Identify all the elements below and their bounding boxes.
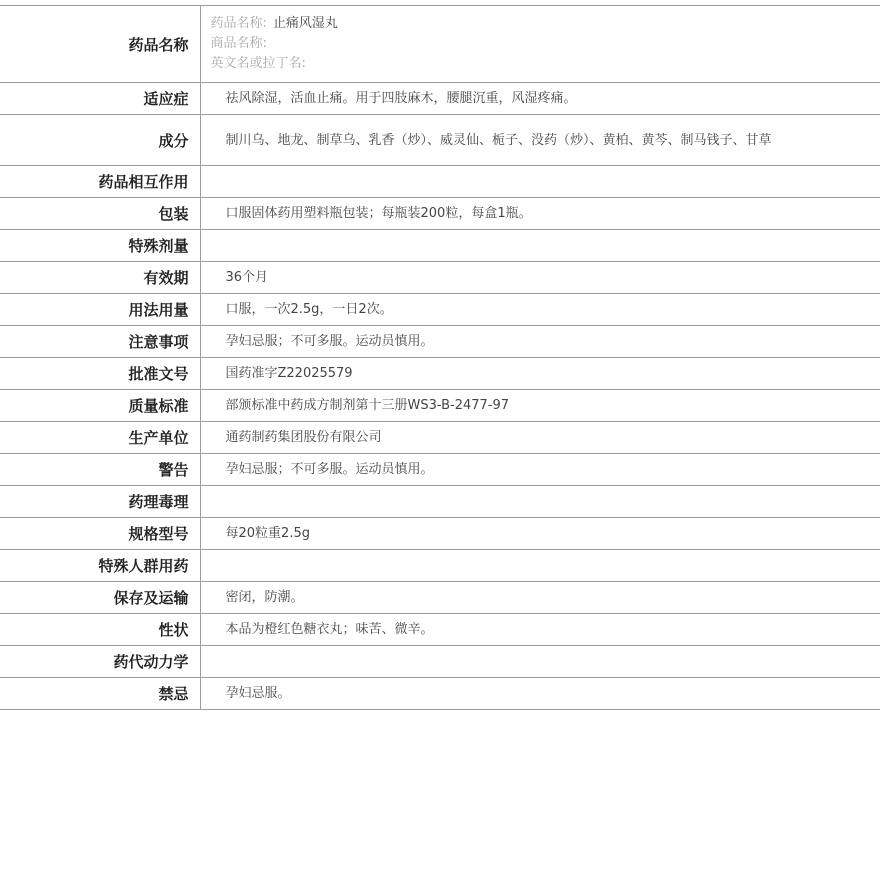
english-name-line [211,54,880,74]
row-label: 药品名称 [0,6,200,83]
row-value: 密闭，防潮。 [225,590,304,605]
table-row-quality-standard [0,390,880,422]
row-value: 部颁标准中药成方制剂第十三册WS3-B-2477-97 [225,398,510,413]
table-row-description [0,614,880,646]
table-row-storage [0,582,880,614]
row-value: 孕妇忌服。 [225,686,291,701]
row-label: 药理毒理 [0,486,200,518]
table-row-approval-number [0,358,880,390]
row-value-cell [200,115,880,166]
row-value [200,486,880,518]
table-row-drug-name [0,6,880,83]
generic-name-line [211,14,880,34]
trade-name-label: 商品名称: [210,36,267,51]
row-value: 本品为橙红色糖衣丸；味苦、微辛。 [225,622,434,637]
table-row-special-populations [0,550,880,582]
row-value: 祛风除湿，活血止痛。用于四肢麻木，腰腿沉重，风湿疼痛。 [225,91,577,106]
table-row-packaging [0,198,880,230]
row-label: 生产单位 [0,422,200,454]
row-label: 药品相互作用 [0,166,200,198]
row-value: 口服固体药用塑料瓶包装；每瓶装200粒，每盒1瓶。 [225,206,532,221]
row-label: 有效期 [0,262,200,294]
table-row-ingredients [0,115,880,166]
row-label: 特殊剂量 [0,230,200,262]
drug-name-cell [200,6,880,83]
row-value: 36个月 [225,270,269,285]
row-value [200,646,880,678]
table-row-dosage [0,294,880,326]
generic-name-value: 止痛风湿丸 [272,16,338,31]
row-value: 孕妇忌服；不可多服。运动员慎用。 [225,462,434,477]
row-value: 口服，一次2.5g，一日2次。 [225,302,393,317]
row-label: 包装 [0,198,200,230]
drug-info-sheet [0,5,880,710]
row-value [200,166,880,198]
row-label: 规格型号 [0,518,200,550]
table-row-shelf-life [0,262,880,294]
row-label: 性状 [0,614,200,646]
table-row-pharmacokinetics [0,646,880,678]
table-row-pharmacology [0,486,880,518]
row-label: 用法用量 [0,294,200,326]
table-row-indications [0,83,880,115]
table-row-contraindications [0,678,880,710]
row-label: 保存及运输 [0,582,200,614]
drug-info-table [0,5,880,710]
row-value: 制川乌、地龙、制草乌、乳香（炒）、威灵仙、栀子、没药（炒）、黄柏、黄芩、制马钱子、甘草 [225,132,772,148]
table-row-warning [0,454,880,486]
row-label: 成分 [0,115,200,166]
row-value: 国药准字Z22025579 [225,366,353,381]
row-label: 适应症 [0,83,200,115]
row-value [200,550,880,582]
table-row-interactions [0,166,880,198]
row-label: 质量标准 [0,390,200,422]
row-value [200,230,880,262]
row-label: 注意事项 [0,326,200,358]
row-label: 批准文号 [0,358,200,390]
english-name-label: 英文名或拉丁名: [210,56,306,71]
row-value: 每20粒重2.5g [225,526,310,541]
table-row-special-dosage [0,230,880,262]
row-value: 孕妇忌服；不可多服。运动员慎用。 [225,334,434,349]
row-value: 通药制药集团股份有限公司 [225,430,382,445]
row-label: 药代动力学 [0,646,200,678]
row-label: 特殊人群用药 [0,550,200,582]
trade-name-line [211,34,880,54]
row-label: 警告 [0,454,200,486]
table-row-specification [0,518,880,550]
table-row-precautions [0,326,880,358]
generic-name-label: 药品名称: [210,16,267,31]
row-label: 禁忌 [0,678,200,710]
table-row-manufacturer [0,422,880,454]
